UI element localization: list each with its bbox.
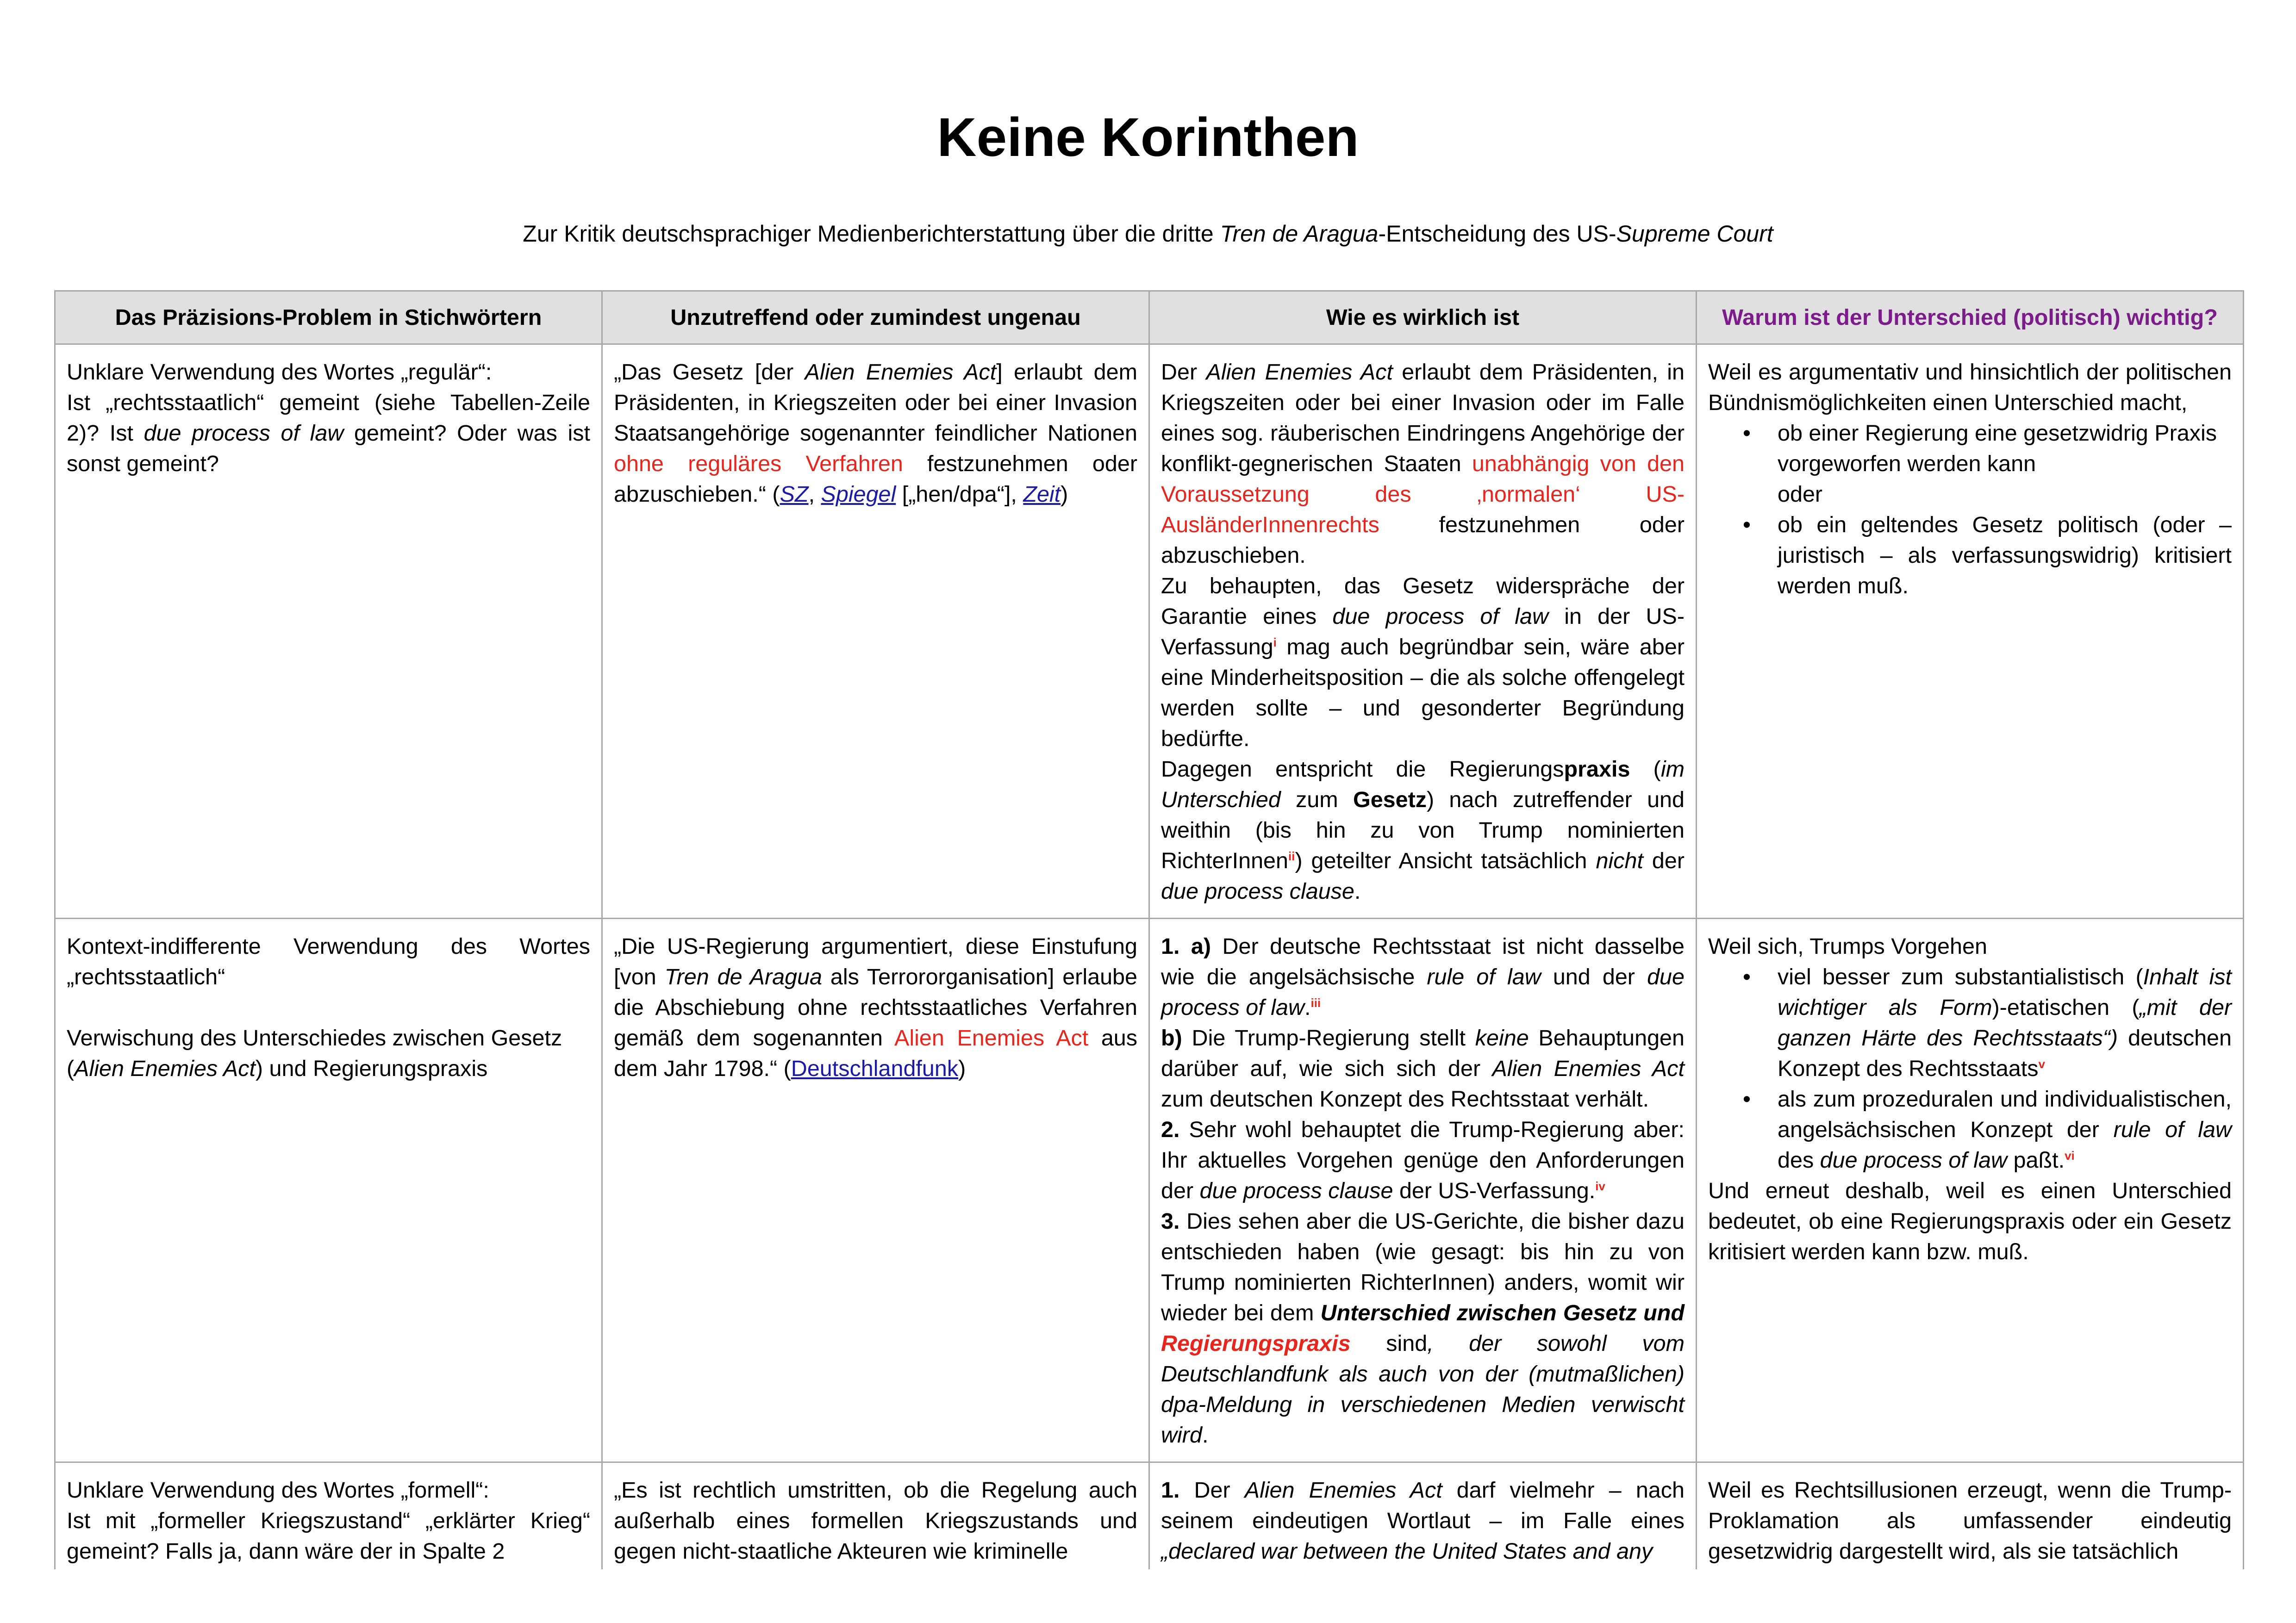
bold-span: praxis [1564, 757, 1630, 782]
highlight-red: ohne reguläres Verfahren [614, 451, 903, 476]
italic-span: rule of law [1427, 964, 1541, 989]
page-subtitle [0, 218, 2296, 250]
cell-text: Unklare Verwendung des Wortes „regulär“: [67, 360, 492, 385]
text-span: in der US-Verfassung [1161, 604, 1685, 659]
source-link-deutschlandfunk[interactable]: Deutschlandfunk [791, 1056, 959, 1081]
table-row [55, 919, 2244, 1462]
text-span: ) nach zutreffender und weithin (bis hin zu von Trump nominierten RichterInnen [1161, 787, 1685, 873]
text-span: festzunehmen oder abzuschieben.“ ( [614, 451, 1138, 507]
table-row [55, 1462, 2244, 1579]
text-span: Sehr wohl behauptet die Trump-Regierung aber: Ihr aktuelles Vorgehen genüge den Anforderungen der [1161, 1117, 1685, 1203]
text-span: paßt. [2007, 1148, 2065, 1173]
bold-italic-span: Unterschied zwischen Gesetz und [1320, 1300, 1685, 1325]
text-span: des [1778, 1148, 1820, 1173]
cell-text [67, 387, 590, 479]
table-cell [55, 1462, 602, 1579]
endnote-marker[interactable]: ii [1288, 849, 1295, 863]
italic-span: Tren de Aragua [664, 964, 823, 989]
list-item [1778, 962, 2232, 1084]
bullet-list [1708, 418, 2232, 601]
text-span: zum [1280, 787, 1353, 812]
bold-span: 1. [1161, 1478, 1180, 1503]
text-span: festzunehmen oder abzuschieben. [1161, 512, 1685, 568]
text-span: ) geteilter Ansicht tatsächlich [1295, 848, 1596, 873]
table-cell [1697, 344, 2244, 919]
cell-text [614, 931, 1137, 1084]
text-span: Dies sehen aber die US-Gerichte, die bisher dazu entschieden haben (wie gesagt: bis hin zu von Trump nominierten RichterInnen) anders, womit wir wieder bei dem [1161, 1209, 1685, 1325]
list-item [1778, 418, 2232, 510]
italic-span: , der sowohl vom Deutschlandfunk als auch von der (mutmaßlichen) dpa-Meldung in verschiedenen Medien verwischt wird [1161, 1331, 1685, 1448]
italic-span: due process of law [1161, 964, 1685, 1020]
italic-span: rule of law [2113, 1117, 2232, 1142]
text-span: „Die US-Regierung argumentiert, diese Einstufung [von [614, 934, 1137, 989]
italic-span: Inhalt ist wichtiger als Form [1778, 964, 2232, 1020]
bold-span: 2. [1161, 1117, 1180, 1142]
column-header: Warum ist der Unterschied (politisch) wichtig? [1697, 291, 2244, 344]
text-span: ob einer Regierung eine gesetzwidrig Praxis vorgeworfen werden kann [1778, 421, 2217, 476]
text-span: . [1304, 995, 1311, 1020]
column-header: Wie es wirklich ist [1149, 291, 1697, 344]
cell-paragraph [1161, 931, 1685, 1023]
italic-span: Alien Enemies Act [1244, 1478, 1442, 1503]
text-span: darf vielmehr – nach seinem eindeutigen Wortlaut – im Falle eines [1161, 1478, 1685, 1533]
cell-paragraph [1161, 357, 1685, 571]
source-link-sz[interactable]: SZ [780, 482, 809, 507]
subtitle-italic: Supreme Court [1616, 221, 1773, 247]
italic-span: due process of law [1820, 1148, 2008, 1173]
subtitle-text: -Entscheidung des US- [1378, 221, 1616, 247]
table-cell [602, 919, 1149, 1462]
text-span: „Das Gesetz [der [614, 360, 805, 385]
text-span: Der [1179, 1478, 1245, 1503]
text-span: aus dem Jahr 1798.“ ( [614, 1026, 1138, 1081]
highlight-red: Regierungspraxis [1161, 1331, 1351, 1356]
highlight-red: unabhängig von den Voraussetzung des ‚normalen‘ US-AusländerInnenrechts [1161, 451, 1685, 537]
text-span: deutschen Konzept des Rechtsstaats [1778, 1026, 2232, 1081]
text-span: der [1643, 848, 1685, 873]
table-cell [1149, 344, 1697, 919]
text-span: ] erlaubt dem Präsidenten, in Kriegszeiten oder bei einer Invasion Staatsangehörige sogenannter feindlicher Nationen [614, 360, 1137, 446]
cell-text: Weil es Rechtsillusionen erzeugt, wenn die Trump-Proklamation als umfassender eindeutig gesetzwidrig dargestellt wird, als sie tatsächlich [1708, 1478, 2232, 1564]
text-span: gemeint? Oder was ist sonst gemeint? [67, 421, 590, 476]
text-span: . [1202, 1423, 1209, 1448]
text-span: Dagegen entspricht die Regierungs [1161, 757, 1564, 782]
text-span: [„hen/dpa“], [896, 482, 1023, 507]
cell-text: „Es ist rechtlich umstritten, ob die Regelung auch außerhalb eines formellen Kriegszustands und gegen nicht-staatliche Akteuren wie kriminelle [614, 1478, 1137, 1564]
endnote-marker[interactable]: i [1273, 635, 1277, 649]
table-cell [1149, 1462, 1697, 1579]
table-row [55, 344, 2244, 919]
table-header-row [55, 291, 2244, 344]
cell-text [614, 357, 1137, 510]
subtitle-text: Zur Kritik deutschsprachiger Medienberichterstattung über die dritte [523, 221, 1220, 247]
cell-text [67, 1023, 590, 1084]
text-span: . [1354, 879, 1361, 904]
table-cell [602, 1462, 1149, 1579]
table-cell [1697, 919, 2244, 1462]
italic-span: im Unterschied [1161, 757, 1685, 812]
source-link-zeit[interactable]: Zeit [1023, 482, 1061, 507]
column-header: Das Präzisions-Problem in Stichwörtern [55, 291, 602, 344]
table-cell [55, 919, 602, 1462]
table-cell [602, 344, 1149, 919]
text-span: der US-Verfassung. [1393, 1178, 1596, 1203]
bold-span: 1. a) [1161, 934, 1211, 959]
cell-paragraph [1161, 1114, 1685, 1206]
text-span: , [808, 482, 821, 507]
italic-span: „declared war between the United States and any [1161, 1539, 1653, 1564]
endnote-marker[interactable]: vi [2065, 1148, 2075, 1163]
italic-span: Alien Enemies Act [805, 360, 997, 385]
text-span: Die Trump-Regierung stellt [1182, 1026, 1475, 1051]
endnote-marker[interactable]: iii [1310, 995, 1321, 1010]
text-span: ) und Regierungspraxis [255, 1056, 488, 1081]
cell-paragraph [1161, 754, 1685, 907]
text-span: und der [1541, 964, 1647, 989]
italic-span: due process of law [144, 421, 344, 446]
cell-paragraph [1161, 1206, 1685, 1450]
bold-span: 3. [1161, 1209, 1180, 1234]
bold-span: Gesetz [1353, 787, 1427, 812]
cell-text: Ist mit „formeller Kriegszustand“ „erklärter Krieg“ gemeint? Falls ja, dann wäre der in Spalte 2 [67, 1508, 590, 1564]
text-span: Verwischung des Unterschiedes zwischen Gesetz ( [67, 1026, 562, 1081]
text-span: sind [1350, 1331, 1428, 1356]
text-span: als zum prozeduralen und individualistischen, angelsächsischen Konzept der [1778, 1087, 2232, 1142]
text-span: ) [1061, 482, 1068, 507]
text-span: ) [958, 1056, 966, 1081]
italic-span: keine [1475, 1026, 1529, 1051]
page-title: Keine Korinthen [937, 107, 1359, 168]
table-cell [1697, 1462, 2244, 1579]
text-span: Zu behaupten, das Gesetz widerspräche der Garantie eines [1161, 573, 1685, 629]
italic-span: due process clause [1199, 1178, 1393, 1203]
bullet-list [1708, 962, 2232, 1175]
italic-span: „mit der ganzen Härte des Rechtsstaats“) [1778, 995, 2232, 1051]
text-span: oder [1778, 482, 1823, 507]
text-span: viel besser zum substantialistisch ( [1778, 964, 2143, 989]
page-bottom-margin [0, 1569, 2296, 1623]
endnote-marker[interactable]: iv [1595, 1179, 1605, 1193]
text-span: Der [1161, 360, 1206, 385]
text-span: als Terrororganisation] erlaube die Abschiebung ohne rechtsstaatliches Verfahren gemäß dem sogenannten [614, 964, 1137, 1051]
bold-span: b) [1161, 1026, 1182, 1051]
list-item [1778, 1084, 2232, 1175]
text-span: mag auch begründbar sein, wäre aber eine Minderheitsposition – die als solche offengelegt werden sollte – und gesonderter Begründung bedürfte. [1161, 634, 1685, 751]
italic-span: Alien Enemies Act [1492, 1056, 1685, 1081]
cell-text: Unklare Verwendung des Wortes „formell“: [67, 1478, 489, 1503]
text-span: )-etatischen ( [1992, 995, 2140, 1020]
source-link-spiegel[interactable]: Spiegel [821, 482, 896, 507]
cell-paragraph: Weil sich, Trumps Vorgehen [1708, 934, 1987, 959]
text-span: Der deutsche Rechtsstaat ist nicht dasselbe wie die angelsächsische [1161, 934, 1685, 989]
subtitle-italic: Tren de Aragua [1220, 221, 1379, 247]
cell-paragraph [1161, 1023, 1685, 1114]
table-cell [1149, 919, 1697, 1462]
text-span: erlaubt dem Präsidenten, in Kriegszeiten oder bei einer Invasion oder im Falle eines sog. räuberischen Eindringens Angehörige der konflikt-gegnerischen Staaten [1161, 360, 1685, 476]
italic-span: Alien Enemies Act [1206, 360, 1393, 385]
table-cell [55, 344, 602, 919]
text-span: Behauptungen darüber auf, wie sich sich der [1161, 1026, 1685, 1081]
cell-paragraph [1161, 1475, 1685, 1567]
cell-paragraph: Und erneut deshalb, weil es einen Unterschied bedeutet, ob eine Regierungspraxis oder ein Gesetz kritisiert werden kann bzw. muß. [1708, 1178, 2232, 1264]
italic-span: nicht [1596, 848, 1643, 873]
highlight-red: Alien Enemies Act [894, 1026, 1089, 1051]
text-span: zum deutschen Konzept des Rechtsstaat verhält. [1161, 1087, 1649, 1112]
cell-paragraph [1161, 571, 1685, 754]
cell-text: Kontext-indifferente Verwendung des Wortes „rechtsstaatlich“ [67, 934, 590, 989]
column-header: Unzutreffend oder zumindest ungenau [602, 291, 1149, 344]
text-span: ( [1630, 757, 1661, 782]
text-span: Ist „rechtsstaatlich“ gemeint (siehe Tabellen-Zeile 2)? Ist [67, 390, 590, 446]
list-item: • ob ein geltendes Gesetz politisch (oder – juristisch – als verfassungswidrig) kritisiert werden muß. [1778, 510, 2232, 601]
endnote-marker[interactable]: v [2038, 1057, 2045, 1071]
italic-span: due process clause [1161, 879, 1354, 904]
italic-span: due process of law [1332, 604, 1548, 629]
comparison-table [54, 290, 2244, 1579]
italic-span: Alien Enemies Act [74, 1056, 256, 1081]
cell-paragraph: Weil es argumentativ und hinsichtlich der politischen Bündnismöglichkeiten einen Unterschied macht, [1708, 360, 2232, 415]
